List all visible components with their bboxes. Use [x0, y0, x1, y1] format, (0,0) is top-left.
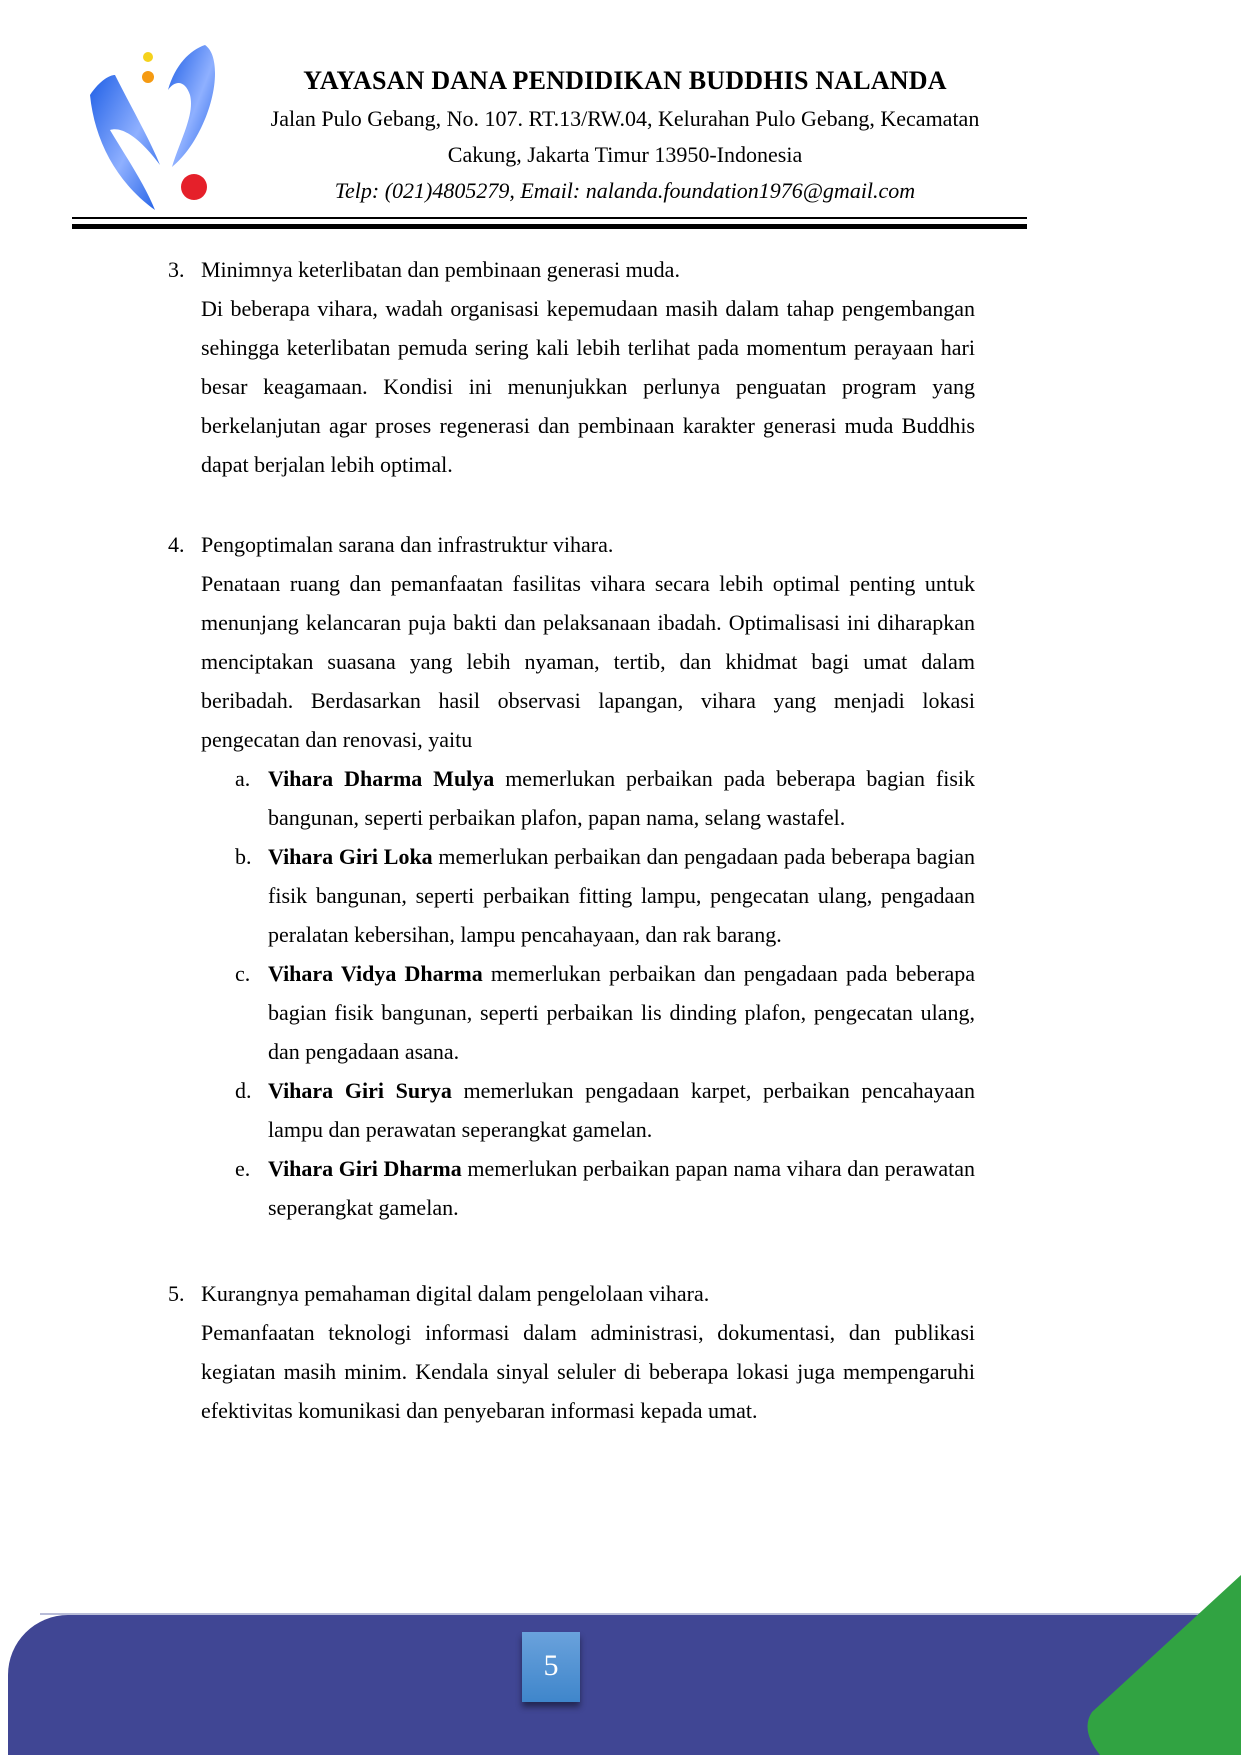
list-item-line: fisik bangunan, seperti perbaikan fitting lampu, pengecatan ulang, pengadaan: [268, 883, 975, 908]
vihara-name: Vihara Giri Dharma: [268, 1156, 462, 1181]
section-number: 3.: [168, 257, 185, 282]
paragraph-line: dapat berjalan lebih optimal.: [201, 452, 453, 477]
list-item-line: lampu dan perawatan seperangkat gamelan.: [268, 1117, 653, 1142]
paragraph-line: besar keagamaan. Kondisi ini menunjukkan perlunya penguatan program yang: [201, 374, 975, 399]
paragraph-line: pengecatan dan renovasi, yaitu: [201, 727, 473, 752]
list-item-line: [268, 1071, 975, 1110]
list-item-letter: d.: [235, 1078, 252, 1103]
contact-info: Telp: (021)4805279, Email: nalanda.foundation1976@gmail.com: [334, 178, 916, 203]
list-item-letter: e.: [235, 1156, 251, 1181]
paragraph-line: Penataan ruang dan pemanfaatan fasilitas vihara secara lebih optimal penting untuk: [201, 571, 975, 596]
org-name: YAYASAN DANA PENDIDIKAN BUDDHIS NALANDA: [303, 66, 947, 95]
list-item-line: seperangkat gamelan.: [268, 1195, 459, 1220]
list-item-line: bagian fisik bangunan, seperti perbaikan lis dinding plafon, pengecatan ulang,: [268, 1000, 975, 1025]
header-divider-thin: [72, 217, 1027, 219]
header-divider-thick: [72, 224, 1027, 229]
section-heading: Minimnya keterlibatan dan pembinaan generasi muda.: [201, 257, 680, 282]
list-item-letter: a.: [235, 766, 251, 791]
paragraph-line: Di beberapa vihara, wadah organisasi kepemudaan masih dalam tahap pengembangan: [201, 296, 975, 321]
list-item-line: [268, 1149, 975, 1188]
paragraph-line: sehingga keterlibatan pemuda sering kali lebih terlihat pada momentum perayaan hari: [201, 335, 975, 360]
list-item-line: [268, 837, 975, 876]
footer-band: [8, 1615, 1241, 1755]
list-item-line: dan pengadaan asana.: [268, 1039, 460, 1064]
address-line-2: Cakung, Jakarta Timur 13950-Indonesia: [447, 142, 803, 167]
list-item-letter: b.: [235, 844, 252, 869]
foundation-logo: [90, 45, 240, 230]
list-item-line: [268, 954, 975, 993]
list-item-text: memerlukan perbaikan pada beberapa bagian fisik: [494, 766, 975, 791]
list-item-line: bangunan, seperti perbaikan plafon, papan nama, selang wastafel.: [268, 805, 846, 830]
paragraph-line: beribadah. Berdasarkan hasil observasi lapangan, vihara yang menjadi lokasi: [201, 688, 975, 713]
list-item-text: memerlukan perbaikan dan pengadaan pada beberapa: [482, 961, 976, 986]
section-number: 5.: [168, 1281, 185, 1306]
vihara-name: Vihara Giri Loka: [268, 844, 433, 869]
paragraph-line: menunjang kelancaran puja bakti dan pelaksanaan ibadah. Optimalisasi ini diharapkan: [201, 610, 975, 635]
vihara-name: Vihara Giri Surya: [268, 1078, 452, 1103]
list-item-line: [268, 759, 975, 798]
list-item-letter: c.: [235, 961, 251, 986]
section-heading: Pengoptimalan sarana dan infrastruktur vihara.: [201, 532, 614, 557]
address-line-1: Jalan Pulo Gebang, No. 107. RT.13/RW.04, Kelurahan Pulo Gebang, Kecamatan: [270, 106, 980, 131]
section-heading: Kurangnya pemahaman digital dalam pengelolaan vihara.: [201, 1281, 710, 1306]
list-item-text: memerlukan perbaikan papan nama vihara dan perawatan: [461, 1156, 976, 1181]
vihara-name: Vihara Vidya Dharma: [268, 961, 483, 986]
paragraph-line: kegiatan masih minim. Kendala sinyal seluler di beberapa lokasi juga mempengaruhi: [201, 1359, 975, 1384]
paragraph-line: Pemanfaatan teknologi informasi dalam administrasi, dokumentasi, dan publikasi: [201, 1320, 975, 1345]
paragraph-line: efektivitas komunikasi dan penyebaran informasi kepada umat.: [201, 1398, 758, 1423]
page-number: 5: [522, 1632, 580, 1702]
section-number: 4.: [168, 532, 185, 557]
list-item-line: peralatan kebersihan, lampu pencahayaan, dan rak barang.: [268, 922, 782, 947]
list-item-text: memerlukan perbaikan dan pengadaan pada beberapa bagian: [432, 844, 975, 869]
list-item-text: memerlukan pengadaan karpet, perbaikan pencahayaan: [451, 1078, 975, 1103]
paragraph-line: berkelanjutan agar proses regenerasi dan pembinaan karakter generasi muda Buddhis: [201, 413, 975, 438]
paragraph-line: menciptakan suasana yang lebih nyaman, tertib, dan khidmat bagi umat dalam: [201, 649, 975, 674]
vihara-name: Vihara Dharma Mulya: [268, 766, 495, 791]
